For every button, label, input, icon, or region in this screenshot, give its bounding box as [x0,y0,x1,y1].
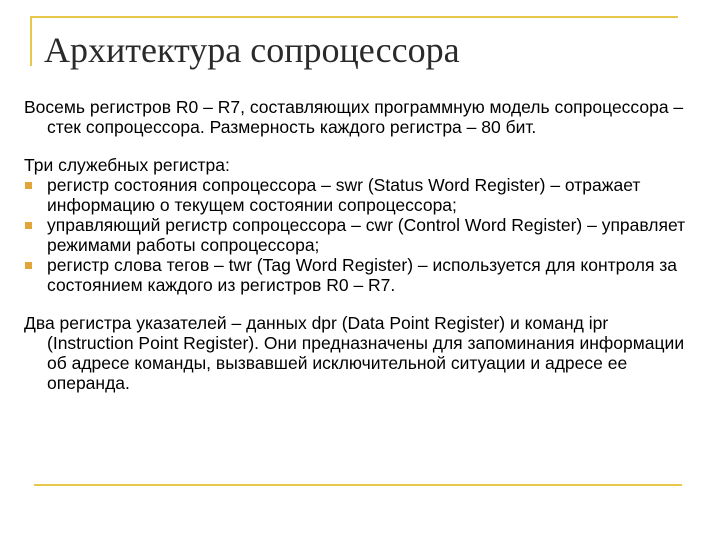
bullet-item-swr [24,175,696,215]
bullet-item-twr [24,255,696,295]
paragraph-registers-stack: Восемь регистров R0 – R7, составляющих программную модель сопроцессора – стек сопроцессора. Размерность каждого регистра – 80 бит. [24,97,684,137]
square-bullet-icon [25,262,32,269]
paragraph-pointer-registers: Два регистра указателей – данных dpr (Data Point Register) и команд ipr (Instruction Point Register). Они предназначены для запоминания информации об адресе команды, вызвавшей исключительной ситуации и адресе ее операнда. [24,313,685,393]
slide-title: Архитектура сопроцессора [44,30,460,70]
square-bullet-icon [25,222,32,229]
paragraph-gap [24,137,696,155]
slide-body [24,97,696,393]
square-bullet-icon [25,182,32,189]
bullet-text: регистр состояния сопроцессора – swr (Status Word Register) – отражает информацию о текущем состоянии сопроцессора; [47,175,641,215]
paragraph-service-registers-heading: Три служебных регистра: [24,155,230,175]
bullet-item-cwr [24,215,696,255]
frame-bottom-line [34,484,682,486]
paragraph-gap [24,295,696,313]
bullet-text: регистр слова тегов – twr (Tag Word Register) – используется для контроля за состоянием каждого из регистров R0 – R7. [47,255,678,295]
frame-left-line [30,16,32,66]
bullet-text: управляющий регистр сопроцессора – cwr (Control Word Register) – управляет режимами работы сопроцессора; [47,215,686,255]
frame-top-line [30,16,678,18]
